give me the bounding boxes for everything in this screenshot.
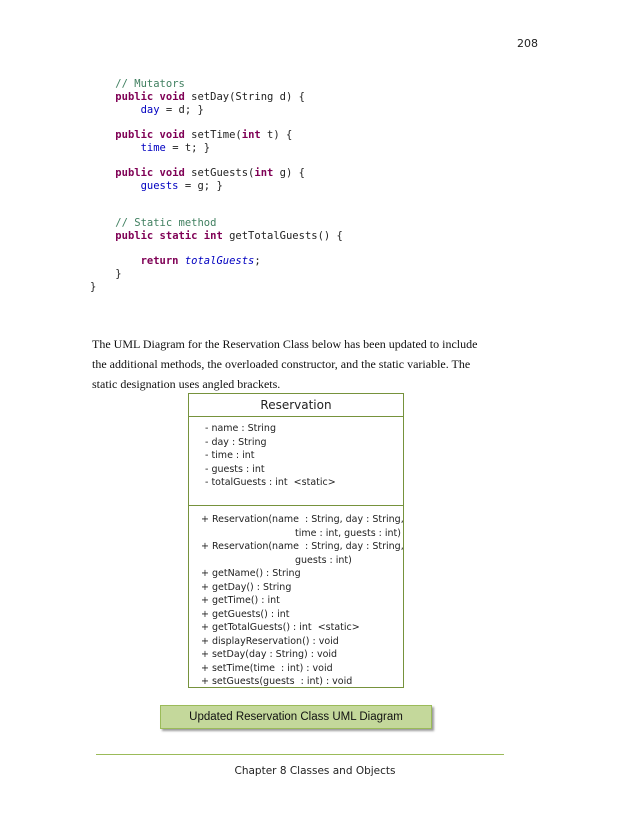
code-static-field: totalGuests	[184, 255, 255, 267]
code-listing	[90, 78, 343, 294]
code-text: g) {	[273, 167, 305, 179]
code-line	[90, 230, 343, 243]
code-line	[90, 180, 343, 193]
uml-attribute: - totalGuests : int <static>	[205, 477, 336, 488]
chapter-footer: Chapter 8 Classes and Objects	[234, 765, 396, 777]
code-text: }	[90, 281, 97, 293]
uml-class-diagram	[188, 393, 404, 688]
code-line	[90, 167, 343, 180]
code-line	[90, 104, 343, 117]
uml-method: + setDay(day : String) : void	[201, 649, 338, 660]
uml-method-continuation: guests : int)	[295, 554, 352, 566]
uml-method: + setTime(time : int) : void	[201, 662, 333, 674]
code-text: t) {	[260, 129, 293, 141]
code-field: day	[140, 104, 160, 116]
code-line	[90, 255, 343, 268]
code-line	[90, 129, 343, 142]
code-keyword: public static int	[115, 230, 223, 242]
code-text: setGuests(	[184, 167, 255, 179]
uml-method: + getGuests() : int	[201, 608, 290, 620]
uml-method: + setGuests(guests : int) : void	[201, 676, 353, 687]
uml-method-continuation: time : int, guests : int)	[295, 527, 401, 539]
uml-method: + getName() : String	[201, 568, 301, 579]
code-field: guests	[140, 180, 179, 192]
code-text: setTime(	[184, 129, 242, 141]
uml-method: + displayReservation() : void	[201, 635, 339, 647]
code-keyword: public void	[115, 91, 185, 103]
uml-method: + getTime() : int	[201, 595, 280, 606]
code-line	[90, 91, 343, 104]
code-field: time	[140, 142, 166, 154]
code-text: = d; }	[159, 104, 204, 116]
uml-methods	[189, 506, 403, 689]
uml-method: + getTotalGuests() : int <static>	[201, 622, 360, 633]
code-keyword: public void	[115, 129, 185, 141]
code-line	[90, 217, 343, 230]
code-text: setDay(String d) {	[184, 91, 305, 103]
code-keyword: public void	[115, 167, 185, 179]
uml-attribute: - time : int	[205, 450, 255, 461]
code-line	[90, 142, 343, 155]
body-paragraph	[92, 334, 512, 394]
paragraph-line: the additional methods, the overloaded constructor, and the static variable. The	[92, 357, 471, 371]
code-keyword: return	[140, 255, 179, 267]
uml-method: + getDay() : String	[201, 581, 292, 593]
paragraph-line: static designation uses angled brackets.	[92, 377, 281, 391]
code-line	[90, 78, 343, 91]
footer-divider	[96, 754, 504, 755]
page-number: 208	[517, 37, 538, 50]
code-text: = t; }	[165, 142, 211, 154]
uml-attribute: - guests : int	[205, 463, 265, 475]
uml-method: + Reservation(name : String, day : String,	[201, 514, 404, 525]
code-keyword: int	[254, 167, 274, 179]
uml-attributes	[189, 417, 403, 506]
figure-caption: Updated Reservation Class UML Diagram	[160, 705, 432, 729]
uml-attribute: - day : String	[205, 436, 267, 448]
paragraph-line: The UML Diagram for the Reservation Class below has been updated to include	[92, 337, 478, 351]
code-keyword: int	[241, 129, 261, 141]
code-comment: // Static method	[115, 217, 217, 229]
code-text: getTotalGuests() {	[222, 230, 343, 242]
code-comment: // Mutators	[115, 78, 185, 90]
uml-method: + Reservation(name : String, day : String,	[201, 541, 404, 552]
code-text: = g; }	[178, 180, 223, 192]
code-text: }	[115, 268, 122, 280]
code-text: ;	[254, 255, 261, 267]
uml-class-name: Reservation	[189, 394, 403, 417]
code-line	[90, 281, 343, 294]
code-line	[90, 268, 343, 281]
uml-attribute: - name : String	[205, 423, 276, 434]
